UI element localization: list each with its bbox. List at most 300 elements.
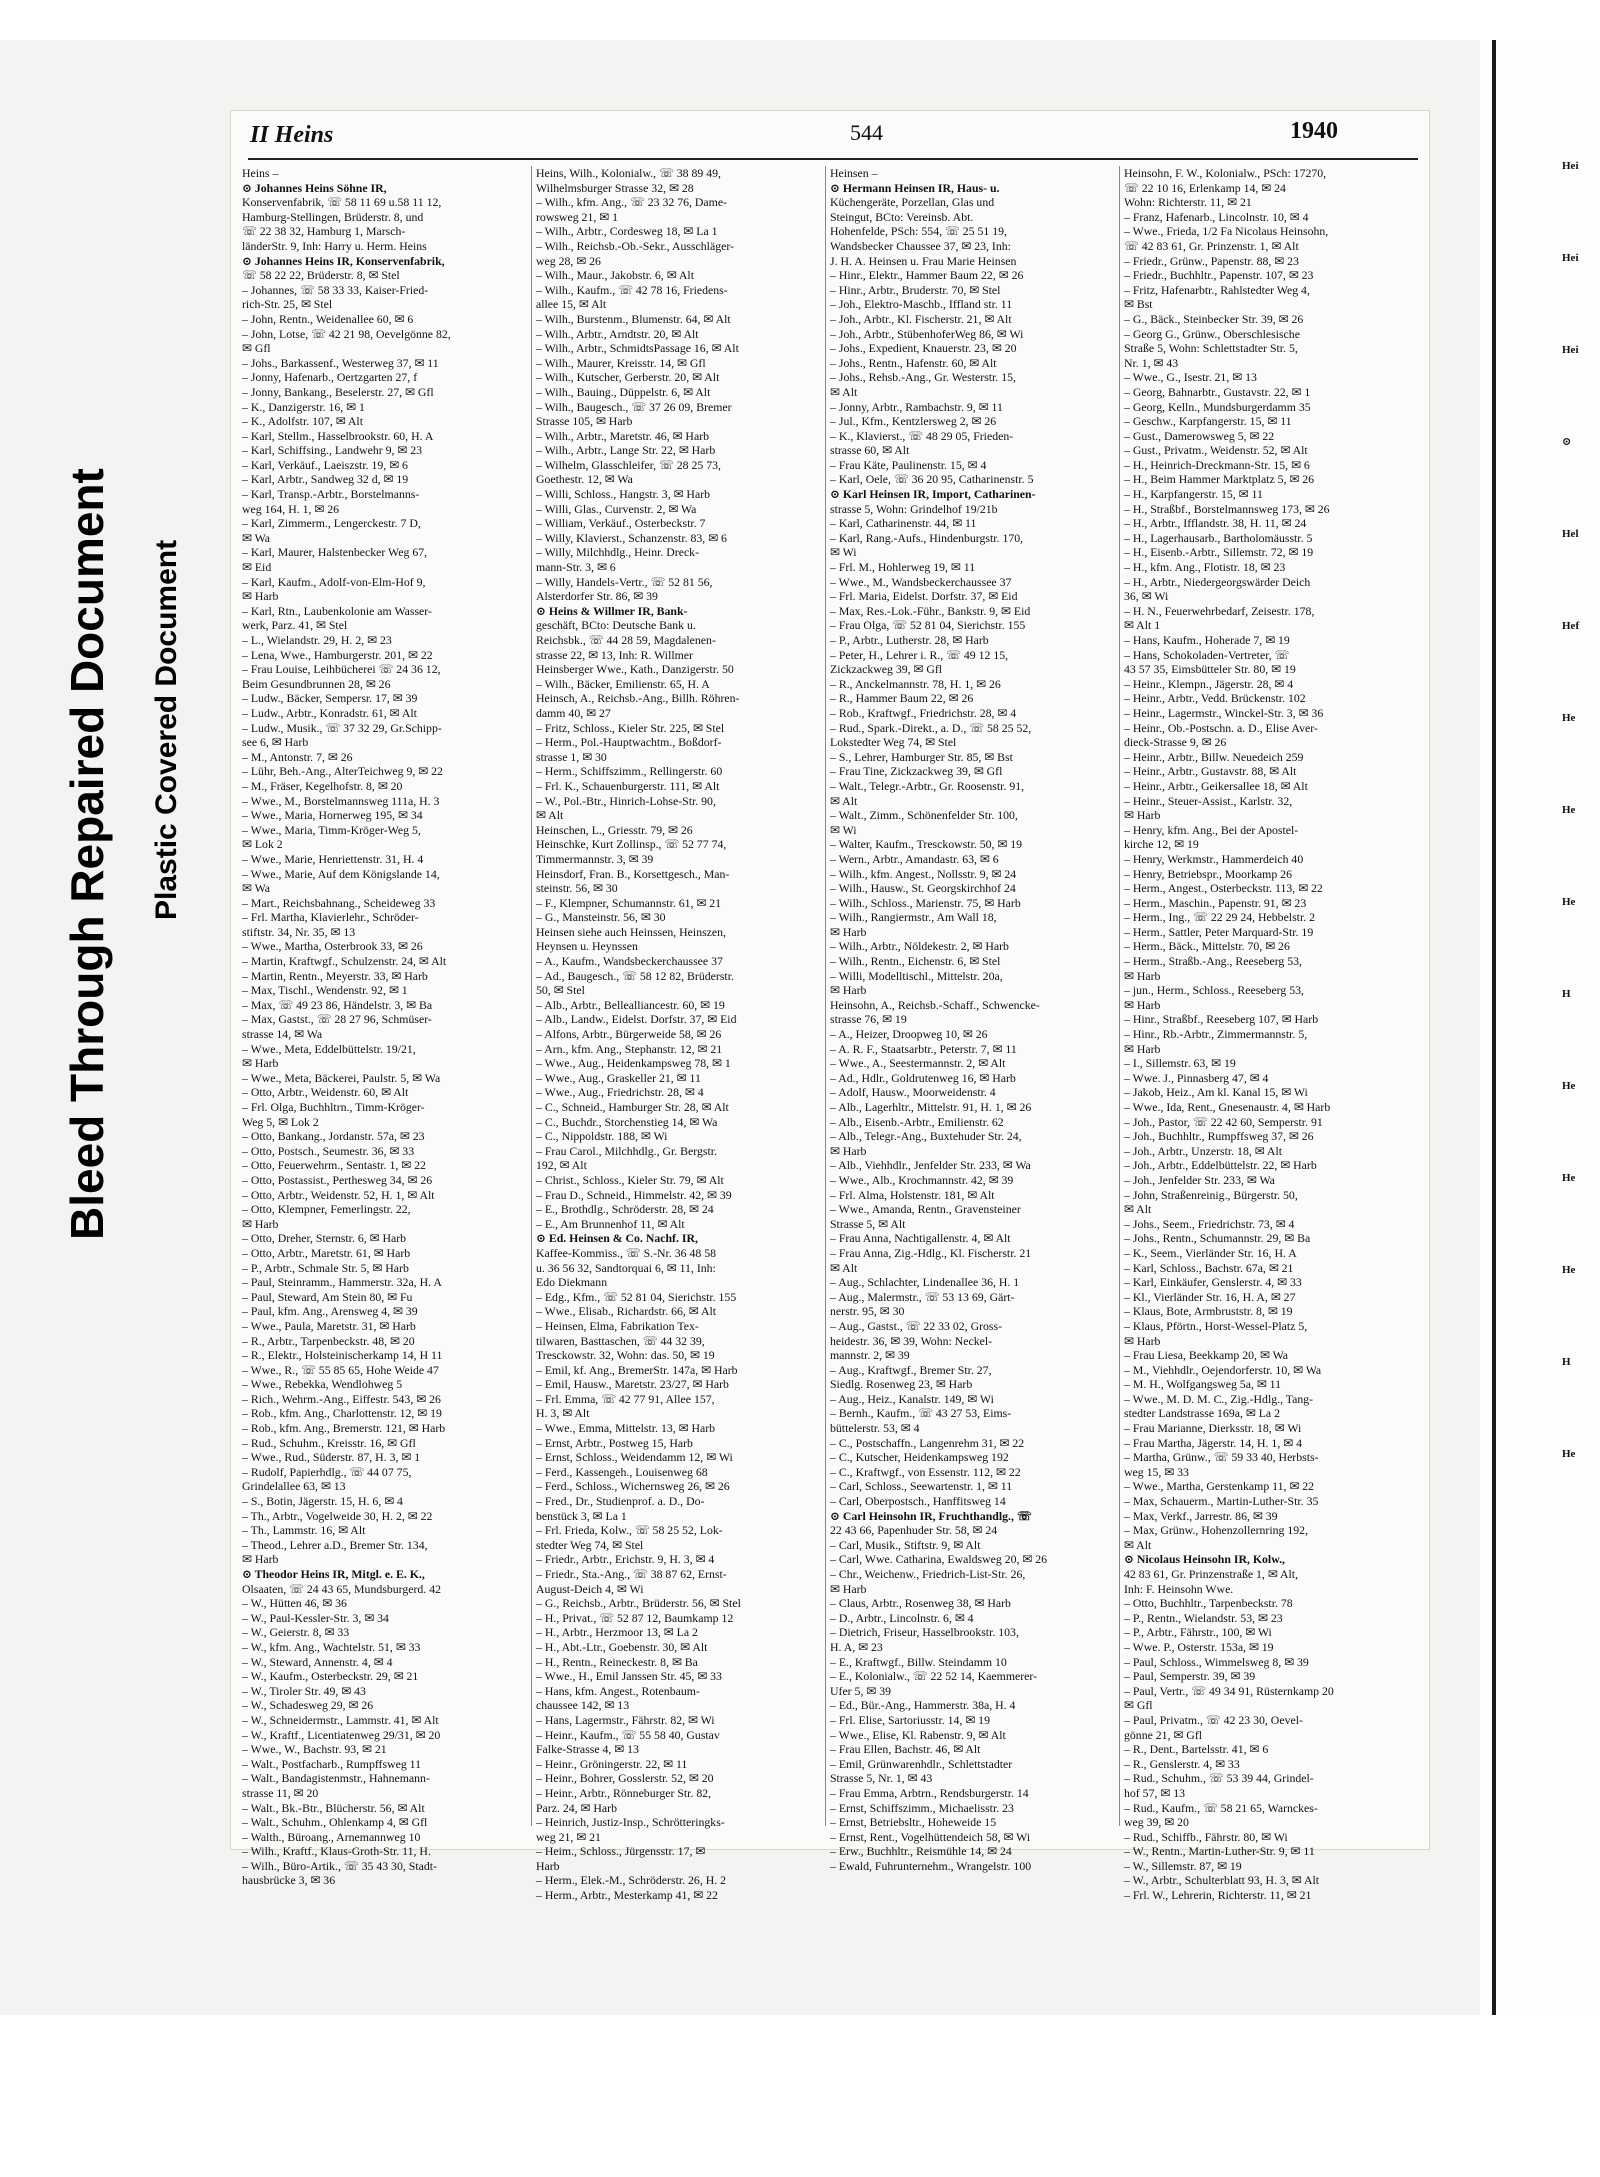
directory-entry: – Henry, Werkmstr., Hammerdeich 40 bbox=[1124, 851, 1304, 866]
directory-entry: Konservenfabrik, ☏ 58 11 69 u.58 11 12, bbox=[242, 195, 442, 210]
directory-entry: Heynsen u. Heynssen bbox=[536, 939, 638, 954]
directory-entry: ✉ Harb bbox=[1124, 808, 1161, 823]
directory-entry: – Otto, Buchhltr., Tarpenbeckstr. 78 bbox=[1124, 1596, 1293, 1611]
directory-entry: – Alfons, Arbtr., Bürgerweide 58, ✉ 26 bbox=[536, 1027, 722, 1042]
directory-entry: – R., Hammer Baum 22, ✉ 26 bbox=[830, 691, 974, 706]
directory-entry: – Frau Louise, Leihbücherei ☏ 24 36 12, bbox=[242, 662, 441, 677]
directory-entry: Hamburg-Stellingen, Brüderstr. 8, und bbox=[242, 209, 424, 224]
directory-entry: – Peter, H., Lehrer i. R., ☏ 49 12 15, bbox=[830, 647, 1009, 662]
directory-entry: – Walth., Büroang., Arnemannweg 10 bbox=[242, 1829, 421, 1844]
directory-entry: – Wilh., Reichsb.-Ob.-Sekr., Ausschläger- bbox=[536, 238, 734, 253]
directory-entry: – Karl, Catharinenstr. 44, ✉ 11 bbox=[830, 516, 977, 531]
column-1 bbox=[242, 166, 524, 1888]
directory-entry: – Paul, Privatm., ☏ 42 23 30, Oevel- bbox=[1124, 1712, 1303, 1727]
directory-entry: büttelerstr. 53, ✉ 4 bbox=[830, 1421, 920, 1436]
directory-entry: – C., Buchdr., Storchenstieg 14, ✉ Wa bbox=[536, 1114, 718, 1129]
edge-mark: H bbox=[1562, 1356, 1571, 1368]
directory-entry: strasse 5, Wohn: Grindelhof 19/21b bbox=[830, 501, 998, 516]
directory-entry: – Wilh., Rangiermstr., Am Wall 18, bbox=[830, 910, 997, 925]
directory-entry: hausbrücke 3, ✉ 36 bbox=[242, 1873, 336, 1888]
directory-entry: – Wwe., M. D. M. C., Zig.-Hdlg., Tang- bbox=[1124, 1391, 1314, 1406]
directory-entry: 42 83 61, Gr. Prinzenstraße 1, ✉ Alt, bbox=[1124, 1567, 1299, 1581]
directory-entry: – Heinr., Steuer-Assist., Karlstr. 32, bbox=[1124, 793, 1293, 808]
directory-entry: – Walt., Postfacharb., Rumpffsweg 11 bbox=[242, 1756, 422, 1771]
directory-entry: – Paul, Schloss., Wimmelsweg 8, ✉ 39 bbox=[1124, 1654, 1309, 1669]
directory-entry: ✉ Gfl bbox=[1124, 1698, 1153, 1713]
directory-entry: – M., Antonstr. 7, ✉ 26 bbox=[242, 749, 353, 764]
directory-entry: – Herm., Schiffszimm., Rellingerstr. 60 bbox=[536, 764, 723, 779]
directory-entry: – Geschw., Karpfangerstr. 15, ✉ 11 bbox=[1124, 414, 1292, 429]
directory-entry: – Willy, Klavierst., Schanzenstr. 83, ✉ 6 bbox=[536, 530, 727, 545]
directory-entry: – Joh., Arbtr., Eddelbüttelstr. 22, ✉ Harb bbox=[1124, 1158, 1317, 1173]
directory-entry: mann-Str. 3, ✉ 6 bbox=[536, 560, 616, 575]
directory-entry: – Edg., Kfm., ☏ 52 81 04, Sierichstr. 155 bbox=[536, 1289, 737, 1304]
directory-entry: – Georg, Kelln., Mundsburgerdamm 35 bbox=[1124, 399, 1311, 414]
directory-entry: 36, ✉ Wi bbox=[1124, 589, 1169, 604]
directory-entry: – Karl, Schloss., Bachstr. 67a, ✉ 21 bbox=[1124, 1260, 1294, 1275]
directory-entry: ✉ Eid bbox=[242, 560, 272, 575]
directory-entry: – Wilh., Bäcker, Emilienstr. 65, H. A bbox=[536, 676, 710, 691]
directory-entry: – Jonny, Bankang., Beselerstr. 27, ✉ Gfl bbox=[242, 384, 434, 399]
directory-entry: – Frl. Alma, Holstenstr. 181, ✉ Alt bbox=[830, 1187, 995, 1202]
directory-entry: – Rudolf, Papierhdlg., ☏ 44 07 75, bbox=[242, 1464, 412, 1479]
directory-entry: – Karl, Arbtr., Sandweg 32 d, ✉ 19 bbox=[242, 472, 409, 487]
directory-entry: – Wwe. J., Pinnasberg 47, ✉ 4 bbox=[1124, 1070, 1269, 1085]
directory-entry: – Wwe., Martha, Osterbrook 33, ✉ 26 bbox=[242, 939, 423, 954]
page-header bbox=[230, 110, 1430, 160]
directory-entry: – Herm., Straßb.-Ang., Reeseberg 53, bbox=[1124, 954, 1303, 969]
directory-entry: – Max, Tischl., Wendenstr. 92, ✉ 1 bbox=[242, 983, 408, 998]
directory-entry: tilwaren, Basttaschen, ☏ 44 32 39, bbox=[536, 1333, 705, 1348]
directory-entry: – Frl. Olga, Buchhltrn., Timm-Kröger- bbox=[242, 1100, 425, 1114]
directory-entry: – Arn., kfm. Ang., Stephanstr. 12, ✉ 21 bbox=[536, 1041, 723, 1056]
directory-entry: – M. H., Wolfgangsweg 5a, ✉ 11 bbox=[1124, 1377, 1282, 1392]
directory-entry: – Frau Anna, Zig.-Hdlg., Kl. Fischerstr. 21 bbox=[830, 1245, 1032, 1260]
directory-entry: – W., Steward, Annenstr. 4, ✉ 4 bbox=[242, 1654, 393, 1669]
directory-entry: – Heinr., Arbtr., Rönneburger Str. 82, bbox=[536, 1785, 712, 1800]
directory-entry: Zickzackweg 39, ✉ Gfl bbox=[830, 662, 943, 677]
directory-entry: – Alb., Eisenb.-Arbtr., Emilienstr. 62 bbox=[830, 1114, 1004, 1129]
directory-entry: – Walter, Kaufm., Tresckowstr. 50, ✉ 19 bbox=[830, 837, 1023, 852]
directory-entry: – Wilh., Arbtr., Maretstr. 46, ✉ Harb bbox=[536, 428, 710, 443]
directory-entry: – Heinrich, Justiz-Insp., Schrötteringks- bbox=[536, 1815, 725, 1830]
directory-entry: – Friedr., Grünw., Papenstr. 88, ✉ 23 bbox=[1124, 253, 1299, 268]
directory-entry: stedter Landstrasse 169a, ✉ La 2 bbox=[1124, 1406, 1280, 1421]
directory-entry: – Walt., Bandagistenmstr., Hahnemann- bbox=[242, 1771, 430, 1786]
directory-entry: – Ernst, Rent., Vogelhüttendeich 58, ✉ Wi bbox=[830, 1829, 1031, 1844]
directory-entry: – Wwe., W., Bachstr. 93, ✉ 21 bbox=[242, 1742, 387, 1757]
directory-entry: weg 164, H. 1, ✉ 26 bbox=[242, 501, 340, 516]
directory-entry: – Erw., Buchhltr., Reismühle 14, ✉ 24 bbox=[830, 1844, 1012, 1859]
directory-entry: – Lühr, Beh.-Ang., AlterTeichweg 9, ✉ 22 bbox=[242, 764, 443, 779]
directory-entry: – jun., Herm., Schloss., Reeseberg 53, bbox=[1124, 983, 1304, 998]
directory-entry: – Wwe., Aug., Heidenkampsweg 78, ✉ 1 bbox=[536, 1056, 731, 1071]
directory-entry: – Friedr., Arbtr., Erichstr. 9, H. 3, ✉ 4 bbox=[536, 1552, 715, 1567]
directory-entry: – Alb., Arbtr., Bellealliancestr. 60, ✉ 19 bbox=[536, 997, 725, 1012]
directory-entry: – Rud., Spark.-Direkt., a. D., ☏ 58 25 52, bbox=[830, 720, 1032, 735]
directory-entry: – Ernst, Schloss., Weidendamm 12, ✉ Wi bbox=[536, 1450, 733, 1465]
directory-entry: – Johs., Barkassenf., Westerweg 37, ✉ 11 bbox=[242, 355, 439, 370]
directory-entry: ✉ Harb bbox=[830, 983, 867, 998]
directory-entry: steinstr. 56, ✉ 30 bbox=[536, 881, 618, 896]
directory-entry: – Frl. Frieda, Kolw., ☏ 58 25 52, Lok- bbox=[536, 1523, 723, 1538]
directory-entry: – Adolf, Hausw., Moorweidenstr. 4 bbox=[830, 1085, 996, 1100]
directory-entry: – Joh., Arbtr., Kl. Fischerstr. 21, ✉ Alt bbox=[830, 311, 1012, 326]
directory-entry: – Georg, Bahnarbtr., Gustavstr. 22, ✉ 1 bbox=[1124, 384, 1311, 399]
directory-entry: ✉ Alt bbox=[536, 808, 564, 823]
directory-entry: – Max, Grünw., Hohenzollernring 192, bbox=[1124, 1523, 1309, 1538]
directory-entry: – Wilh., Büro-Artik., ☏ 35 43 30, Stadt- bbox=[242, 1858, 437, 1873]
directory-entry: – John, Rentn., Weidenallee 60, ✉ 6 bbox=[242, 311, 414, 326]
directory-entry: – Emil, kf. Ang., BremerStr. 147a, ✉ Harb bbox=[536, 1362, 738, 1377]
directory-entry: – K., Adolfstr. 107, ✉ Alt bbox=[242, 414, 363, 429]
directory-entry: strasse 60, ✉ Alt bbox=[830, 443, 910, 458]
directory-entry: – Otto, Feuerwehrm., Sentastr. 1, ✉ 22 bbox=[242, 1158, 426, 1173]
directory-entry: – Wwe., Maria, Hornerweg 195, ✉ 34 bbox=[242, 808, 423, 823]
directory-entry: – Emil, Grünwarenhdlr., Schlettstadter bbox=[830, 1756, 1013, 1771]
directory-entry: – Frl. M., Hohlerweg 19, ✉ 11 bbox=[830, 560, 976, 575]
directory-entry: Harb bbox=[536, 1858, 560, 1873]
directory-entry: – H., Privat., ☏ 52 87 12, Baumkamp 12 bbox=[536, 1610, 734, 1625]
directory-entry: gönne 21, ✉ Gfl bbox=[1124, 1727, 1203, 1742]
directory-entry: ☏ 42 83 61, Gr. Prinzenstr. 1, ✉ Alt bbox=[1124, 238, 1299, 253]
edge-mark: Hei bbox=[1562, 344, 1579, 356]
directory-entry: ⊙ Carl Heinsohn IR, Fruchthandlg., ☏ bbox=[830, 1508, 1032, 1523]
directory-entry: 50, ✉ Stel bbox=[536, 983, 585, 998]
directory-entry: mannstr. 2, ✉ 39 bbox=[830, 1348, 910, 1363]
directory-entry: – W., Paul-Kessler-Str. 3, ✉ 34 bbox=[242, 1610, 389, 1625]
directory-entry: kirche 12, ✉ 19 bbox=[1124, 837, 1199, 852]
directory-entry: H. 3, ✉ Alt bbox=[536, 1406, 590, 1421]
directory-entry: – Wwe., Rebekka, Wendlohweg 5 bbox=[242, 1377, 403, 1392]
directory-entry: – A. R. F., Staatsarbtr., Peterstr. 7, ✉ 11 bbox=[830, 1041, 1017, 1056]
edge-mark: He bbox=[1562, 896, 1576, 908]
header-left: II Heins bbox=[250, 122, 334, 148]
directory-entry: nerstr. 95, ✉ 30 bbox=[830, 1304, 905, 1319]
directory-entry: – Klaus, Bote, Armbruststr. 8, ✉ 19 bbox=[1124, 1304, 1293, 1319]
directory-entry: ✉ Alt bbox=[1124, 1202, 1152, 1217]
directory-entry: – H., Arbtr., Niedergeorgswärder Deich bbox=[1124, 574, 1311, 589]
directory-entry: – Max, Verkf., Jarrestr. 86, ✉ 39 bbox=[1124, 1508, 1278, 1523]
directory-entry: ☏ 58 22 22, Brüderstr. 8, ✉ Stel bbox=[242, 268, 400, 283]
columns bbox=[242, 166, 1422, 1903]
directory-entry: – Chr., Weichenw., Friedrich-List-Str. 26, bbox=[830, 1567, 1026, 1581]
directory-entry: – R., Elektr., Holsteinischerkamp 14, H 11 bbox=[242, 1348, 443, 1363]
directory-entry: – Karl, Maurer, Halstenbecker Weg 67, bbox=[242, 545, 428, 560]
directory-entry: – Frau Tine, Zickzackweg 39, ✉ Gfl bbox=[830, 764, 1003, 779]
directory-entry: – Ludw., Musik., ☏ 37 32 29, Gr.Schipp- bbox=[242, 720, 442, 735]
directory-entry: – C., Postschaffn., Langenrehm 31, ✉ 22 bbox=[830, 1435, 1025, 1450]
directory-entry: – Hans, kfm. Angest., Rotenbaum- bbox=[536, 1683, 700, 1698]
directory-entry: länderStr. 9, Inh: Harry u. Herm. Heins bbox=[242, 238, 427, 253]
directory-entry: – Paul, Semperstr. 39, ✉ 39 bbox=[1124, 1669, 1256, 1684]
directory-entry: weg 21, ✉ 21 bbox=[536, 1829, 601, 1844]
directory-entry: – Wilh., Burstenm., Blumenstr. 64, ✉ Alt bbox=[536, 311, 731, 326]
directory-entry: – Carl, Schloss., Seewartenstr. 1, ✉ 11 bbox=[830, 1479, 1013, 1494]
directory-entry: – Herm., Pol.-Hauptwachtm., Boßdorf- bbox=[536, 735, 722, 750]
directory-entry: – Johs., Rentn., Schumannstr. 29, ✉ Ba bbox=[1124, 1231, 1311, 1246]
directory-entry: – W., Kaufm., Osterbeckstr. 29, ✉ 21 bbox=[242, 1669, 419, 1684]
directory-entry: – Gust., Damerowsweg 5, ✉ 22 bbox=[1124, 428, 1275, 443]
directory-entry: – Mart., Reichsbahnang., Scheideweg 33 bbox=[242, 895, 436, 910]
edge-mark: He bbox=[1562, 1172, 1576, 1184]
directory-entry: ✉ Harb bbox=[242, 589, 279, 604]
directory-entry: – Th., Lammstr. 16, ✉ Alt bbox=[242, 1523, 366, 1538]
directory-entry: – Hans, Lagermstr., Fährstr. 82, ✉ Wi bbox=[536, 1712, 715, 1727]
directory-entry: J. H. A. Heinsen u. Frau Marie Heinsen bbox=[830, 253, 1017, 268]
directory-entry: – G., Reichsb., Arbtr., Brüderstr. 56, ✉ Stel bbox=[536, 1596, 741, 1611]
directory-entry: – Rob., kfm. Ang., Bremerstr. 121, ✉ Harb bbox=[242, 1421, 446, 1436]
directory-entry: – Heinsen, Elma, Fabrikation Tex- bbox=[536, 1318, 699, 1333]
directory-entry: – L., Wielandstr. 29, H. 2, ✉ 23 bbox=[242, 633, 392, 647]
directory-entry: – Wwe., Elisab., Richardstr. 66, ✉ Alt bbox=[536, 1304, 717, 1319]
directory-entry: – Wwe., Amanda, Rentn., Gravensteiner bbox=[830, 1202, 1021, 1217]
directory-entry: strasse 14, ✉ Wa bbox=[242, 1027, 323, 1042]
directory-entry: – Frau Carol., Milchhdlg., Gr. Bergstr. bbox=[536, 1143, 717, 1158]
side-label-secondary: Plastic Covered Document bbox=[150, 539, 183, 920]
directory-entry: ⊙ Ed. Heinsen & Co. Nachf. IR, bbox=[536, 1231, 698, 1246]
directory-entry: – Heinr., Gröningerstr. 22, ✉ 11 bbox=[536, 1756, 688, 1771]
directory-entry: benstück 3, ✉ La 1 bbox=[536, 1508, 627, 1523]
directory-entry: Heins, Wilh., Kolonialw., ☏ 38 89 49, bbox=[536, 166, 721, 180]
directory-entry: – H. N., Feuerwehrbedarf, Zeisestr. 178, bbox=[1124, 603, 1315, 618]
directory-entry: – H., kfm. Ang., Flotistr. 18, ✉ 23 bbox=[1124, 560, 1286, 575]
directory-entry: – Frau Marianne, Dierksstr. 18, ✉ Wi bbox=[1124, 1421, 1302, 1436]
directory-entry: – Dietrich, Friseur, Hasselbrookstr. 103, bbox=[830, 1625, 1019, 1640]
directory-entry: – Ewald, Fuhrunternehm., Wrangelstr. 100 bbox=[830, 1858, 1032, 1873]
directory-entry: – R., Dent., Bartelsstr. 41, ✉ 6 bbox=[1124, 1742, 1269, 1757]
edge-mark: Hei bbox=[1562, 160, 1579, 172]
directory-entry: – Wwe. P., Osterstr. 153a, ✉ 19 bbox=[1124, 1639, 1274, 1654]
directory-entry: ✉ Harb bbox=[242, 1216, 279, 1231]
directory-entry: – Otto, Postsch., Seumestr. 36, ✉ 33 bbox=[242, 1143, 415, 1158]
directory-entry: – Lena, Wwe., Hamburgerstr. 201, ✉ 22 bbox=[242, 647, 433, 662]
directory-entry: – Karl, Transp.-Arbtr., Borstelmanns- bbox=[242, 487, 420, 502]
directory-entry: – H., Abt.-Ltr., Goebenstr. 30, ✉ Alt bbox=[536, 1639, 708, 1654]
directory-entry: – Martha, Grünw., ☏ 59 33 40, Herbsts- bbox=[1124, 1450, 1319, 1465]
directory-entry: – Max, Gastst., ☏ 28 27 96, Schmüser- bbox=[242, 1012, 432, 1027]
directory-entry: Kaffee-Kommiss., ☏ S.-Nr. 36 48 58 bbox=[536, 1245, 717, 1260]
directory-entry: – John, Straßenreinig., Bürgerstr. 50, bbox=[1124, 1187, 1298, 1202]
directory-entry: ✉ Harb bbox=[1124, 1333, 1161, 1348]
directory-entry: – Hinr., Straßbf., Reeseberg 107, ✉ Harb bbox=[1124, 1012, 1319, 1027]
directory-entry: – Willy, Handels-Vertr., ☏ 52 81 56, bbox=[536, 574, 713, 589]
directory-entry: – Ferd., Schloss., Wichernsweg 26, ✉ 26 bbox=[536, 1479, 730, 1494]
directory-entry: – H., Eisenb.-Arbtr., Sillemstr. 72, ✉ 19 bbox=[1124, 545, 1314, 560]
directory-entry: – Aug., Malermstr., ☏ 53 13 69, Gärt- bbox=[830, 1289, 1015, 1304]
directory-entry: ✉ Wa bbox=[242, 881, 271, 896]
directory-entry: ✉ Bst bbox=[1124, 297, 1153, 312]
directory-entry: – Heinr., Arbtr., Gustavstr. 88, ✉ Alt bbox=[1124, 764, 1297, 779]
directory-entry: – Franz, Hafenarb., Lincolnstr. 10, ✉ 4 bbox=[1124, 209, 1309, 224]
directory-entry: – Wilh., Arbtr., Nöldekestr. 2, ✉ Harb bbox=[830, 939, 1009, 954]
directory-entry: – Frl. W., Lehrerin, Richterstr. 11, ✉ 21 bbox=[1124, 1888, 1312, 1903]
column-divider bbox=[825, 166, 826, 1826]
directory-entry: ✉ Alt bbox=[830, 384, 858, 399]
directory-entry: – Jonny, Hafenarb., Oertzgarten 27, f bbox=[242, 370, 418, 385]
directory-entry: – K., Seem., Vierländer Str. 16, H. A bbox=[1124, 1245, 1297, 1260]
directory-entry: – Jakob, Heiz., Am kl. Kanal 15, ✉ Wi bbox=[1124, 1085, 1308, 1100]
directory-entry: ✉ Lok 2 bbox=[242, 837, 283, 852]
directory-entry: ✉ Harb bbox=[1124, 997, 1161, 1012]
column-divider bbox=[531, 166, 532, 1826]
directory-entry: – E., Kraftwgf., Billw. Steindamm 10 bbox=[830, 1654, 1007, 1669]
directory-entry: ⊙ Hermann Heinsen IR, Haus- u. bbox=[830, 180, 1000, 195]
directory-entry: – Ernst, Arbtr., Postweg 15, Harb bbox=[536, 1435, 693, 1450]
directory-entry: – Wwe., M., Wandsbeckerchaussee 37 bbox=[830, 574, 1012, 589]
directory-entry: – Jul., Kfm., Kentzlersweg 2, ✉ 26 bbox=[830, 414, 997, 429]
directory-entry: Heinschke, Kurt Zollinsp., ☏ 52 77 74, bbox=[536, 837, 727, 852]
directory-entry: Weg 5, ✉ Lok 2 bbox=[242, 1114, 319, 1129]
directory-entry: – Wwe., R., ☏ 55 85 65, Hohe Weide 47 bbox=[242, 1362, 439, 1377]
directory-entry: – Wwe., Marie, Auf dem Königslande 14, bbox=[242, 866, 440, 881]
directory-entry: – Rich., Wehrm.-Ang., Eiffestr. 543, ✉ 26 bbox=[242, 1391, 441, 1406]
directory-entry: Wandsbecker Chaussee 37, ✉ 23, Inh: bbox=[830, 238, 1011, 253]
directory-entry: Nr. 1, ✉ 43 bbox=[1124, 355, 1179, 370]
directory-entry: – Hinr., Rb.-Arbtr., Zimmermannstr. 5, bbox=[1124, 1027, 1308, 1042]
directory-entry: ✉ Wi bbox=[830, 822, 857, 837]
directory-entry: – Carl, Oberpostsch., Hanffitsweg 14 bbox=[830, 1494, 1006, 1509]
directory-entry: – K., Klavierst., ☏ 48 29 05, Frieden- bbox=[830, 428, 1014, 443]
directory-entry: – C., Kutscher, Heidenkampsweg 192 bbox=[830, 1450, 1009, 1465]
directory-entry: – Otto, Klempner, Femerlingstr. 22, bbox=[242, 1202, 411, 1217]
directory-entry: ✉ Alt bbox=[830, 1260, 858, 1275]
directory-entry: – P., Arbtr., Schmale Str. 5, ✉ Harb bbox=[242, 1260, 409, 1275]
directory-entry: – Frau Ellen, Bachstr. 46, ✉ Alt bbox=[830, 1742, 981, 1757]
directory-entry: 192, ✉ Alt bbox=[536, 1158, 587, 1173]
directory-entry: – Wilh., Kaufm., ☏ 42 78 16, Friedens- bbox=[536, 282, 728, 297]
directory-entry: – Martin, Kraftwgf., Schulzenstr. 24, ✉ Alt bbox=[242, 954, 447, 969]
directory-entry: strasse 76, ✉ 19 bbox=[830, 1012, 907, 1027]
directory-entry: ✉ Harb bbox=[830, 924, 867, 939]
directory-entry: – Joh., Buchhltr., Rumpffsweg 37, ✉ 26 bbox=[1124, 1129, 1314, 1144]
page-number: 544 bbox=[850, 120, 883, 145]
directory-entry: – C., Nippoldstr. 188, ✉ Wi bbox=[536, 1129, 668, 1144]
directory-entry: – Wilh., Arbtr., Lange Str. 22, ✉ Harb bbox=[536, 443, 716, 458]
directory-entry: Olsaaten, ☏ 24 43 65, Mundsburgerd. 42 bbox=[242, 1581, 442, 1596]
directory-entry: Alsterdorfer Str. 86, ✉ 39 bbox=[536, 589, 658, 604]
directory-entry: – Fritz, Hafenarbtr., Rahlstedter Weg 4, bbox=[1124, 282, 1310, 297]
directory-entry: – W., Rentn., Martin-Luther-Str. 9, ✉ 11 bbox=[1124, 1844, 1315, 1859]
directory-entry: – Willi, Modelltischl., Mittelstr. 20a, bbox=[830, 968, 1003, 983]
directory-entry: – Wwe., Paula, Maretstr. 31, ✉ Harb bbox=[242, 1318, 416, 1333]
directory-entry: – Wilh., Maur., Jakobstr. 6, ✉ Alt bbox=[536, 268, 694, 283]
directory-entry: rich-Str. 25, ✉ Stel bbox=[242, 297, 333, 312]
directory-entry: – Wwe., Elise, Kl. Rabenstr. 9, ✉ Alt bbox=[830, 1727, 1006, 1742]
directory-entry: – W., Pol.-Btr., Hinrich-Lohse-Str. 90, bbox=[536, 793, 716, 808]
directory-entry: u. 36 56 32, Sandtorquai 6, ✉ 11, Inh: bbox=[536, 1260, 716, 1275]
directory-entry: ⊙ Johannes Heins Söhne IR, bbox=[242, 180, 387, 195]
directory-entry: ✉ Harb bbox=[1124, 968, 1161, 983]
directory-entry: Heins – bbox=[242, 166, 279, 180]
directory-entry: – Frl. K., Schauenburgerstr. 111, ✉ Alt bbox=[536, 778, 720, 793]
directory-entry: 43 57 35, Eimsbütteler Str. 80, ✉ 19 bbox=[1124, 662, 1296, 677]
directory-entry: – Wilh., Bauing., Düppelstr. 6, ✉ Alt bbox=[536, 384, 711, 399]
directory-entry: – S., Lehrer, Hamburger Str. 85, ✉ Bst bbox=[830, 749, 1013, 764]
directory-entry: – Wwe., Frieda, 1/2 Fa Nicolaus Heinsohn, bbox=[1124, 224, 1329, 239]
directory-entry: – Aug., Schlachter, Lindenallee 36, H. 1 bbox=[830, 1275, 1020, 1290]
directory-entry: – F., Klempner, Schumannstr. 61, ✉ 21 bbox=[536, 895, 722, 910]
directory-entry: – Hinr., Elektr., Hammer Baum 22, ✉ 26 bbox=[830, 268, 1024, 283]
directory-entry: – Herm., Maschin., Papenstr. 91, ✉ 23 bbox=[1124, 895, 1307, 910]
directory-entry: – Frau Olga, ☏ 52 81 04, Sierichstr. 155 bbox=[830, 618, 1026, 633]
directory-entry: ✉ Alt bbox=[830, 793, 858, 808]
directory-entry: – Kl., Vierländer Str. 16, H. A, ✉ 27 bbox=[1124, 1289, 1296, 1304]
directory-entry: – Frau Martha, Jägerstr. 14, H. 1, ✉ 4 bbox=[1124, 1435, 1302, 1450]
directory-entry: ✉ Harb bbox=[830, 1143, 867, 1158]
directory-entry: 22 43 66, Papenhuder Str. 58, ✉ 24 bbox=[830, 1523, 998, 1538]
directory-entry: – Heinr., Arbtr., Vedd. Brückenstr. 102 bbox=[1124, 691, 1306, 706]
directory-entry: – Fred., Dr., Studienprof. a. D., Do- bbox=[536, 1494, 705, 1509]
edge-mark: Hel bbox=[1562, 528, 1579, 540]
directory-entry: Heinsen – bbox=[830, 166, 878, 180]
directory-entry: Goethestr. 12, ✉ Wa bbox=[536, 472, 633, 487]
directory-entry: – Joh., Jenfelder Str. 233, ✉ Wa bbox=[1124, 1172, 1275, 1187]
edge-mark: He bbox=[1562, 1264, 1576, 1276]
directory-entry: – C., Schneid., Hamburger Str. 28, ✉ Alt bbox=[536, 1100, 729, 1114]
directory-entry: – Henry, kfm. Ang., Bei der Apostel- bbox=[1124, 822, 1299, 837]
directory-entry: – Willy, Milchhdlg., Heinr. Dreck- bbox=[536, 545, 700, 560]
directory-entry: Inh: F. Heinsohn Wwe. bbox=[1124, 1581, 1234, 1596]
directory-entry: – Heinr., Lagermstr., Winckel-Str. 3, ✉ 36 bbox=[1124, 705, 1324, 720]
edge-mark: He bbox=[1562, 712, 1576, 724]
directory-entry: Siedlg. Rosenweg 23, ✉ Harb bbox=[830, 1377, 973, 1392]
directory-entry: – Joh., Elektro-Maschb., Iffland str. 11 bbox=[830, 297, 1013, 312]
directory-entry: chaussee 142, ✉ 13 bbox=[536, 1698, 630, 1713]
directory-entry: – Hans, Schokoladen-Vertreter, ☏ bbox=[1124, 647, 1290, 662]
directory-entry: – H., Arbtr., Ifflandstr. 38, H. 11, ✉ 24 bbox=[1124, 516, 1307, 531]
directory-entry: see 6, ✉ Harb bbox=[242, 735, 309, 750]
directory-entry: ⊙ Karl Heinsen IR, Import, Catharinen- bbox=[830, 487, 1036, 502]
directory-entry: – P., Arbtr., Fährstr., 100, ✉ Wi bbox=[1124, 1625, 1272, 1640]
directory-entry: ✉ Alt 1 bbox=[1124, 618, 1161, 633]
directory-entry: – Paul, kfm. Ang., Arensweg 4, ✉ 39 bbox=[242, 1304, 418, 1319]
directory-entry: – Paul, Vertr., ☏ 49 34 91, Rüsternkamp 20 bbox=[1124, 1683, 1334, 1698]
directory-entry: – Wilhelm, Glasschleifer, ☏ 28 25 73, bbox=[536, 457, 721, 472]
directory-entry: Heinsohn, F. W., Kolonialw., PSch: 17270, bbox=[1124, 166, 1327, 180]
directory-entry: – Heinr., Arbtr., Billw. Neuedeich 259 bbox=[1124, 749, 1304, 764]
directory-entry: hof 57, ✉ 13 bbox=[1124, 1785, 1186, 1800]
directory-entry: – P., Arbtr., Lutherstr. 28, ✉ Harb bbox=[830, 633, 989, 647]
directory-entry: – W., Hütten 46, ✉ 36 bbox=[242, 1596, 347, 1611]
directory-entry: – William, Verkäuf., Osterbeckstr. 7 bbox=[536, 516, 706, 531]
directory-entry: ⊙ Nicolaus Heinsohn IR, Kolw., bbox=[1124, 1552, 1285, 1567]
directory-entry: – W., Arbtr., Schulterblatt 93, H. 3, ✉ Alt bbox=[1124, 1873, 1320, 1888]
directory-entry: – Otto, Postassist., Perthesweg 34, ✉ 26 bbox=[242, 1172, 433, 1187]
directory-entry: ☏ 22 10 16, Erlenkamp 14, ✉ 24 bbox=[1124, 180, 1286, 195]
directory-entry: – Friedr., Buchhltr., Papenstr. 107, ✉ 23 bbox=[1124, 268, 1314, 283]
directory-entry: – Wilh., Arbtr., SchmidtsPassage 16, ✉ Alt bbox=[536, 341, 739, 356]
directory-entry: – Walt., Bk.-Btr., Blücherstr. 56, ✉ Alt bbox=[242, 1800, 425, 1815]
directory-entry: – A., Kaufm., Wandsbeckerchaussee 37 bbox=[536, 954, 723, 969]
directory-entry: – Wwe., Emma, Mittelstr. 13, ✉ Harb bbox=[536, 1421, 716, 1436]
directory-entry: ✉ Harb bbox=[242, 1056, 279, 1071]
directory-entry: – Paul, Steward, Am Stein 80, ✉ Fu bbox=[242, 1289, 413, 1304]
directory-entry: – Max, Schauerm., Martin-Luther-Str. 35 bbox=[1124, 1494, 1319, 1509]
directory-entry: Reichsbk., ☏ 44 28 59, Magdalenen- bbox=[536, 633, 716, 647]
directory-entry: – M., Viehhdlr., Oejendorferstr. 10, ✉ Wa bbox=[1124, 1362, 1322, 1377]
directory-entry: ⊙ Theodor Heins IR, Mitgl. e. E. K., bbox=[242, 1567, 425, 1581]
directory-entry: Heinsch, A., Reichsb.-Ang., Billh. Röhren- bbox=[536, 691, 740, 706]
directory-entry: – Herm., Sattler, Peter Marquard-Str. 19 bbox=[1124, 924, 1314, 939]
directory-entry: – Frau Emma, Arbtrn., Rendsburgerstr. 14 bbox=[830, 1785, 1029, 1800]
directory-entry: – Wilh., Baugesch., ☏ 37 26 09, Bremer bbox=[536, 399, 732, 414]
directory-entry: – Ed., Bür.-Ang., Hammerstr. 38a, H. 4 bbox=[830, 1698, 1016, 1713]
directory-entry: – Karl, Rtn., Laubenkolonie am Wasser- bbox=[242, 603, 432, 618]
directory-entry: – S., Botin, Jägerstr. 15, H. 6, ✉ 4 bbox=[242, 1494, 403, 1509]
directory-entry: weg 28, ✉ 26 bbox=[536, 253, 601, 268]
directory-entry: Beim Gesundbrunnen 28, ✉ 26 bbox=[242, 676, 391, 691]
